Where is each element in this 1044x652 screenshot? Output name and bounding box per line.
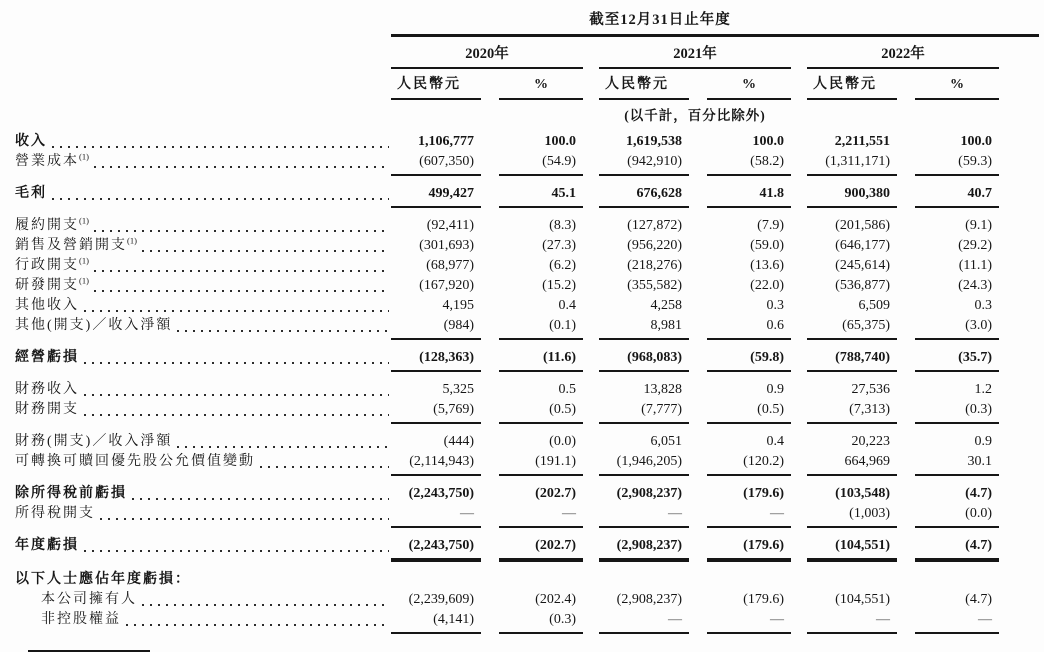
cell-amount: (2,243,750) <box>408 486 474 501</box>
cell-amount: — <box>668 506 682 521</box>
cell-percent: (179.6) <box>743 486 784 501</box>
rule-row <box>15 524 1044 533</box>
cell-percent: 100.0 <box>544 134 576 149</box>
row-label: 年度虧損 <box>15 536 391 556</box>
column-rule <box>499 174 583 176</box>
column-rule <box>391 206 481 208</box>
dot-leader <box>177 446 389 448</box>
column-rule <box>707 558 791 562</box>
cell-percent: 0.9 <box>766 382 784 397</box>
cell-percent: (59.0) <box>750 238 784 253</box>
row-label: 毛利 <box>15 184 391 204</box>
cell-percent: 45.1 <box>551 186 576 201</box>
dot-leader <box>126 624 389 626</box>
column-rule <box>807 526 897 528</box>
column-rule <box>707 338 791 340</box>
table-row <box>15 400 1044 420</box>
rule-row <box>15 336 1044 345</box>
column-rule <box>391 98 481 100</box>
table-row <box>15 380 1044 400</box>
dot-leader <box>84 414 389 416</box>
cell-amount: — <box>668 612 682 627</box>
cell-amount: (2,908,237) <box>616 538 682 553</box>
column-rule <box>391 526 481 528</box>
column-rule <box>499 206 583 208</box>
table-row <box>15 504 1044 524</box>
cell-amount: (4,141) <box>433 612 474 627</box>
cell-amount: 1,619,538 <box>626 134 682 149</box>
column-rule <box>915 526 999 528</box>
column-rule <box>807 370 897 372</box>
cell-percent: (27.3) <box>542 238 576 253</box>
row-label: 營業成本$^{(1)}$ <box>15 152 391 172</box>
cell-percent: (8.3) <box>549 218 576 233</box>
currency-header: 人民幣元 <box>605 77 669 92</box>
cell-percent: (59.3) <box>958 154 992 169</box>
cell-percent: (11.1) <box>958 258 992 273</box>
row-label: 銷售及營銷開支$^{(1)}$ <box>15 236 391 256</box>
cell-percent: — <box>770 506 784 521</box>
cell-amount: 900,380 <box>844 186 890 201</box>
cell-amount: (201,586) <box>835 218 890 233</box>
cell-amount: (956,220) <box>627 238 682 253</box>
column-rule <box>599 206 689 208</box>
percent-header: % <box>534 77 548 92</box>
table-row <box>15 184 1044 204</box>
cell-percent: 100.0 <box>960 134 992 149</box>
row-label: 財務收入 <box>15 380 391 400</box>
row-label: 以下人士應佔年度虧損： <box>15 572 191 587</box>
cell-percent: — <box>978 612 992 627</box>
column-rule <box>915 558 999 562</box>
column-rule <box>915 98 999 100</box>
dot-leader <box>94 230 389 232</box>
rule-row <box>15 630 1044 639</box>
column-rule <box>599 338 689 340</box>
dot-leader <box>177 330 389 332</box>
table-row <box>15 236 1044 256</box>
column-rule <box>707 526 791 528</box>
dot-leader <box>52 198 389 200</box>
unit-note: (以千計，百分比除外) <box>624 108 766 123</box>
dot-leader <box>142 604 389 606</box>
cell-amount: 499,427 <box>428 186 474 201</box>
column-rule <box>391 338 481 340</box>
row-label: 其他(開支)／收入淨額 <box>15 316 391 336</box>
cell-amount: (92,411) <box>426 218 474 233</box>
rule-row <box>15 368 1044 377</box>
table-row <box>15 610 1044 630</box>
cell-percent: (0.5) <box>549 402 576 417</box>
cell-percent: 40.7 <box>967 186 992 201</box>
column-rule <box>915 174 999 176</box>
row-label: 所得稅開支 <box>15 504 391 524</box>
cell-percent: 41.8 <box>759 186 784 201</box>
row-label: 財務開支 <box>15 400 391 420</box>
row-label: 其他收入 <box>15 296 391 316</box>
cell-amount: (167,920) <box>419 278 474 293</box>
table-row <box>15 152 1044 172</box>
column-rule <box>599 174 689 176</box>
column-rule <box>807 632 897 634</box>
row-label: 收入 <box>15 132 391 152</box>
year-header-2022: 2022年 <box>881 46 925 62</box>
cell-percent: (120.2) <box>743 454 784 469</box>
cell-percent: (0.0) <box>549 434 576 449</box>
dot-leader <box>94 270 389 272</box>
cell-percent: (0.1) <box>549 318 576 333</box>
cell-percent: (6.2) <box>549 258 576 273</box>
year-header-2020: 2020年 <box>465 46 509 62</box>
cell-percent: (15.2) <box>542 278 576 293</box>
cell-amount: (444) <box>443 434 474 449</box>
cell-amount: (1,946,205) <box>616 454 682 469</box>
cell-percent: — <box>770 612 784 627</box>
column-rule <box>707 206 791 208</box>
year-header-2021: 2021年 <box>673 46 717 62</box>
column-rule <box>707 632 791 634</box>
column-rule <box>499 98 583 100</box>
cell-amount: (2,243,750) <box>408 538 474 553</box>
dot-leader <box>84 362 389 364</box>
cell-percent: (191.1) <box>535 454 576 469</box>
column-rule <box>499 474 583 476</box>
rule-row <box>15 204 1044 213</box>
cell-amount: 4,258 <box>650 298 682 313</box>
row-label: 研發開支$^{(1)}$ <box>15 276 391 296</box>
column-rule <box>807 98 897 100</box>
row-label: 可轉換可贖回優先股公允價值變動 <box>15 452 391 472</box>
cell-percent: (35.7) <box>958 350 992 365</box>
cell-percent: 1.2 <box>974 382 992 397</box>
cell-amount: (984) <box>443 318 474 333</box>
cell-amount: 676,628 <box>636 186 682 201</box>
column-rule <box>915 474 999 476</box>
cell-percent: (13.6) <box>750 258 784 273</box>
column-rule <box>707 422 791 424</box>
row-label: 履約開支$^{(1)}$ <box>15 216 391 236</box>
dot-leader <box>260 466 389 468</box>
column-rule <box>391 632 481 634</box>
column-rule <box>391 474 481 476</box>
header-top-rule <box>391 34 1039 37</box>
column-rule <box>807 422 897 424</box>
column-rule <box>807 206 897 208</box>
cell-percent: (202.4) <box>535 592 576 607</box>
cell-amount: 664,969 <box>844 454 890 469</box>
table-row <box>15 132 1044 152</box>
column-rule <box>499 338 583 340</box>
table-header <box>15 10 1044 30</box>
cell-amount: (607,350) <box>419 154 474 169</box>
unit-note-row <box>15 100 1044 129</box>
column-rule <box>391 370 481 372</box>
dot-leader <box>132 498 389 500</box>
column-rule <box>599 632 689 634</box>
cell-amount: (942,910) <box>627 154 682 169</box>
cell-percent: (0.3) <box>549 612 576 627</box>
column-rule <box>707 474 791 476</box>
year-header-row <box>15 41 1044 64</box>
cell-percent: (54.9) <box>542 154 576 169</box>
column-rule <box>391 174 481 176</box>
cell-percent: 0.9 <box>974 434 992 449</box>
cell-amount: 8,981 <box>650 318 682 333</box>
dot-leader <box>52 146 389 148</box>
cell-percent: (9.1) <box>965 218 992 233</box>
column-rule <box>915 422 999 424</box>
cell-percent: (4.7) <box>965 592 992 607</box>
dot-leader <box>94 290 389 292</box>
table-row <box>15 570 1044 590</box>
cell-amount: (127,872) <box>627 218 682 233</box>
column-header-row <box>15 69 1044 95</box>
rule-row <box>15 556 1044 567</box>
cell-percent: (0.3) <box>965 402 992 417</box>
cell-percent: (7.9) <box>757 218 784 233</box>
cell-amount: — <box>460 506 474 521</box>
table-body <box>15 132 1044 639</box>
column-rule <box>391 558 481 562</box>
currency-header: 人民幣元 <box>813 77 877 92</box>
column-rule <box>915 370 999 372</box>
cell-amount: (2,114,943) <box>409 454 474 469</box>
header-top-rule-row <box>15 30 1044 41</box>
column-rule <box>915 206 999 208</box>
column-rule <box>499 422 583 424</box>
cell-amount: (68,977) <box>426 258 474 273</box>
column-rule <box>707 370 791 372</box>
cell-amount: (2,908,237) <box>616 486 682 501</box>
rule-row <box>15 420 1044 429</box>
row-label: 財務(開支)／收入淨額 <box>15 432 391 452</box>
cell-percent: (24.3) <box>958 278 992 293</box>
rule-row <box>15 172 1044 181</box>
dot-leader <box>142 250 389 252</box>
cell-percent: 0.4 <box>766 434 784 449</box>
table-row <box>15 452 1044 472</box>
column-rule <box>807 338 897 340</box>
row-label: 經營虧損 <box>15 348 391 368</box>
table-row <box>15 296 1044 316</box>
dot-leader <box>100 518 389 520</box>
cell-percent: (29.2) <box>958 238 992 253</box>
cell-amount: 6,051 <box>650 434 682 449</box>
table-row <box>15 590 1044 610</box>
cell-percent: (4.7) <box>965 486 992 501</box>
row-label: 除所得稅前虧損 <box>15 484 391 504</box>
cell-percent: 30.1 <box>967 454 992 469</box>
cell-percent: (179.6) <box>743 592 784 607</box>
period-title: 截至12月31日止年度 <box>589 12 731 28</box>
cell-amount: (646,177) <box>835 238 890 253</box>
table-row <box>15 256 1044 276</box>
column-rule <box>599 422 689 424</box>
cell-percent: 0.3 <box>766 298 784 313</box>
column-rule <box>707 174 791 176</box>
column-rule <box>499 526 583 528</box>
cell-amount: 5,325 <box>442 382 474 397</box>
cell-percent: (58.2) <box>750 154 784 169</box>
table-row <box>15 348 1044 368</box>
cell-percent: 0.5 <box>558 382 576 397</box>
column-rule <box>499 558 583 562</box>
cell-percent: 0.4 <box>558 298 576 313</box>
cell-amount: (245,614) <box>835 258 890 273</box>
cell-amount: 13,828 <box>643 382 682 397</box>
cell-amount: (2,908,237) <box>616 592 682 607</box>
cell-percent: (59.8) <box>750 350 784 365</box>
column-rule <box>807 558 897 562</box>
cell-percent: 0.3 <box>974 298 992 313</box>
cell-amount: (103,548) <box>835 486 890 501</box>
cell-amount: (968,083) <box>627 350 682 365</box>
cell-amount: (104,551) <box>835 592 890 607</box>
cell-amount: (65,375) <box>842 318 890 333</box>
cell-amount: (218,276) <box>627 258 682 273</box>
cell-amount: 6,509 <box>858 298 890 313</box>
column-rule <box>915 632 999 634</box>
dot-leader <box>94 166 389 168</box>
column-rule <box>599 474 689 476</box>
cell-amount: 27,536 <box>851 382 890 397</box>
column-rule <box>599 558 689 562</box>
cell-percent: (179.6) <box>743 538 784 553</box>
cell-percent: 100.0 <box>752 134 784 149</box>
cell-amount: (1,311,171) <box>825 154 890 169</box>
currency-header: 人民幣元 <box>397 77 461 92</box>
table-row <box>15 432 1044 452</box>
cell-amount: (1,003) <box>849 506 890 521</box>
column-rule <box>807 474 897 476</box>
cell-amount: (128,363) <box>419 350 474 365</box>
cell-amount: (7,777) <box>641 402 682 417</box>
cell-amount: 2,211,551 <box>834 134 890 149</box>
rule-row <box>15 472 1044 481</box>
cell-amount: — <box>876 612 890 627</box>
cell-percent: (4.7) <box>965 538 992 553</box>
cell-amount: 1,106,777 <box>418 134 474 149</box>
cell-percent: — <box>562 506 576 521</box>
cell-amount: (536,877) <box>835 278 890 293</box>
cell-amount: (355,582) <box>627 278 682 293</box>
column-rule <box>807 174 897 176</box>
cell-percent: (0.0) <box>965 506 992 521</box>
cell-amount: (788,740) <box>835 350 890 365</box>
table-row <box>15 536 1044 556</box>
cell-percent: (11.6) <box>542 350 576 365</box>
cell-amount: (104,551) <box>835 538 890 553</box>
cell-amount: (7,313) <box>849 402 890 417</box>
row-label: 本公司擁有人 <box>15 590 391 610</box>
row-label: 行政開支$^{(1)}$ <box>15 256 391 276</box>
percent-header: % <box>742 77 756 92</box>
table-row <box>15 216 1044 236</box>
dot-leader <box>84 550 389 552</box>
table-row <box>15 316 1044 336</box>
dot-leader <box>84 394 389 396</box>
cell-percent: (22.0) <box>750 278 784 293</box>
column-rule <box>599 526 689 528</box>
dot-leader <box>84 310 389 312</box>
column-rule <box>599 370 689 372</box>
column-rule <box>499 632 583 634</box>
cell-percent: (3.0) <box>965 318 992 333</box>
percent-header: % <box>950 77 964 92</box>
column-rule <box>499 370 583 372</box>
table-row <box>15 276 1044 296</box>
cell-amount: 20,223 <box>851 434 890 449</box>
column-rule <box>915 338 999 340</box>
cell-amount: (301,693) <box>419 238 474 253</box>
row-label: 非控股權益 <box>15 610 391 630</box>
table-row <box>15 484 1044 504</box>
cell-amount: (5,769) <box>433 402 474 417</box>
cell-percent: (202.7) <box>535 538 576 553</box>
cell-percent: (0.5) <box>757 402 784 417</box>
column-rule <box>391 422 481 424</box>
cell-amount: 4,195 <box>442 298 474 313</box>
cell-percent: 0.6 <box>766 318 784 333</box>
cell-amount: (2,239,609) <box>408 592 474 607</box>
cell-percent: (202.7) <box>535 486 576 501</box>
